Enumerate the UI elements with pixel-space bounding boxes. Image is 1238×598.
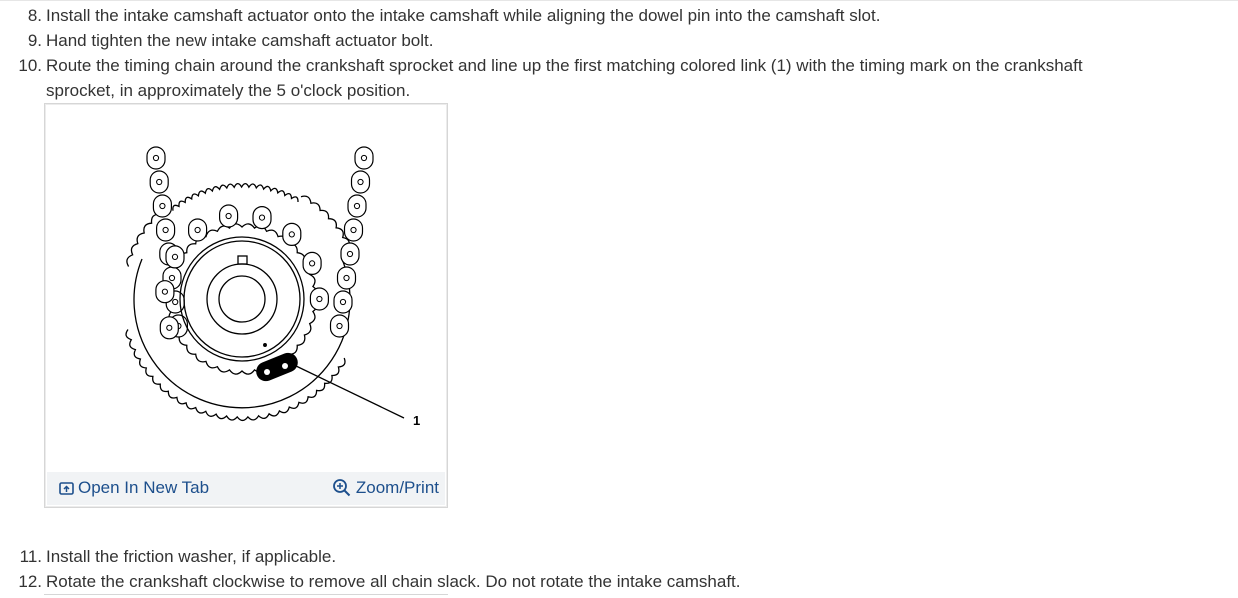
step-number: 9. <box>27 31 42 50</box>
callout-number: 1 <box>413 413 421 428</box>
timing-chain-diagram <box>47 106 445 474</box>
outer-sprocket-teeth-top <box>173 184 298 211</box>
chain-link-pin <box>310 261 315 266</box>
step-number: 10. <box>18 56 42 75</box>
figure-action-bar <box>47 472 445 505</box>
crank-sprocket-hub-ring <box>184 241 300 357</box>
chain-link-pin <box>317 296 322 301</box>
timing-dot <box>264 344 267 347</box>
chain-link-pin <box>195 227 200 232</box>
chain-link-pin <box>337 323 342 328</box>
step-text: Route the timing chain around the crankshaft sprocket and line up the first matching colored link (1) with the timing mark on the crankshaft sprocket, in approximately the 5 o'clock position. <box>46 56 1083 100</box>
figure-container <box>44 103 448 508</box>
chain-link-pin <box>347 251 352 256</box>
step-number: 8. <box>27 6 42 25</box>
chain-link-pin <box>162 289 167 294</box>
chain-link-pin <box>259 215 264 220</box>
outer-sprocket-teeth <box>126 330 345 421</box>
step-text: Hand tighten the new intake camshaft actuator bolt. <box>46 31 434 50</box>
crank-hub-bore-inner <box>219 276 265 322</box>
crank-hub-bore-outer <box>207 264 277 334</box>
chain-link-pin <box>340 299 345 304</box>
step-number: 12. <box>18 572 42 591</box>
chain-link-pin <box>153 155 158 160</box>
chain-link-pin <box>344 275 349 280</box>
chain-link-pin <box>173 299 178 304</box>
zoom-print-link[interactable] <box>332 478 439 498</box>
step-text: Install the intake camshaft actuator onto the intake camshaft while aligning the dowel pin into the camshaft slot. <box>46 6 881 25</box>
chain-link-pin <box>167 325 172 330</box>
colored-timing-link <box>254 351 300 383</box>
chain-link-pin <box>358 179 363 184</box>
open-in-new-tab-link[interactable] <box>59 478 209 498</box>
step-text: Rotate the crankshaft clockwise to remove all chain slack. Do not rotate the intake camshaft. <box>46 572 741 591</box>
open-in-new-tab-label: Open In New Tab <box>78 478 210 497</box>
chain-link-pin <box>169 275 174 280</box>
keyway-mark <box>238 256 247 264</box>
step-text: Install the friction washer, if applicable. <box>46 547 337 566</box>
open-new-tab-icon <box>59 482 74 495</box>
chain-link-pin <box>354 203 359 208</box>
top-divider <box>0 0 1238 1</box>
chain-link-pin <box>157 179 162 184</box>
chain-link-pin <box>226 213 231 218</box>
chain-link-pin <box>172 254 177 259</box>
chain-link-pin <box>351 227 356 232</box>
chain-link-pin <box>163 227 168 232</box>
callout-leader-line <box>294 365 404 418</box>
next-figure-edge <box>44 594 448 598</box>
step-number: 11. <box>19 547 42 566</box>
chain-link-pin <box>361 155 366 160</box>
zoom-print-label: Zoom/Print <box>355 478 439 497</box>
crank-sprocket-teeth <box>167 224 317 374</box>
chain-link-pin <box>289 232 294 237</box>
zoom-in-icon <box>332 478 352 498</box>
chain-link-pin <box>160 203 165 208</box>
